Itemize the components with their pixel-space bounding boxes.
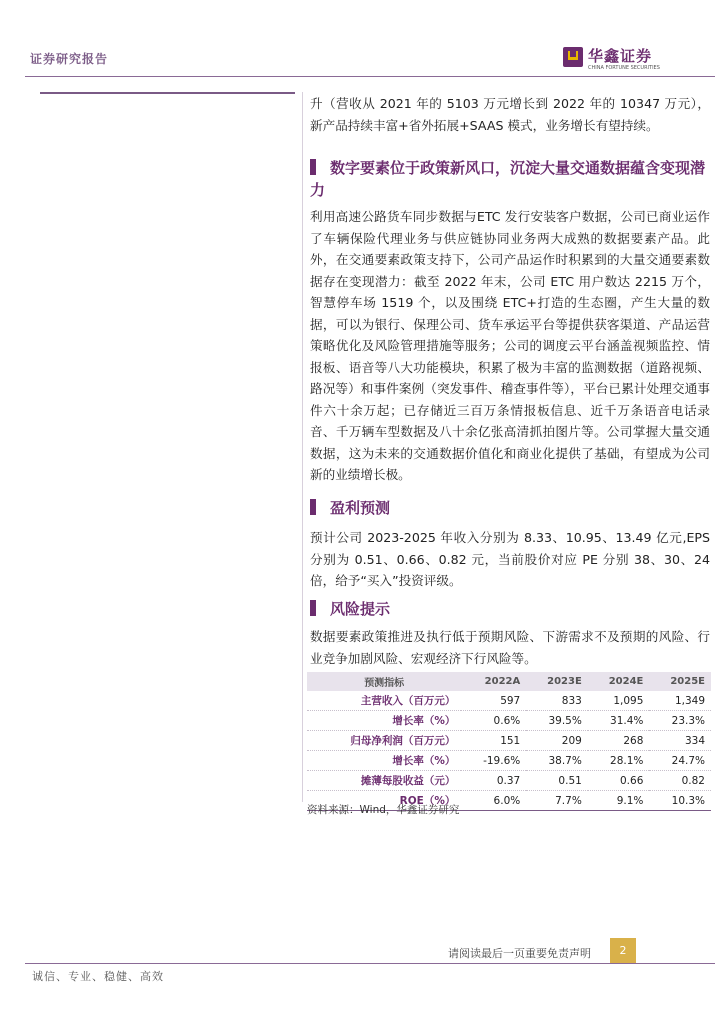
- row-label: 归母净利润（百万元）: [307, 731, 461, 751]
- section-heading: [310, 157, 710, 201]
- table-cell: 1,349: [649, 691, 711, 711]
- table-cell: 0.6%: [461, 711, 526, 731]
- section-paragraph: 预计公司 2023-2025 年收入分别为 8.33、10.95、13.49 亿元,EPS 分别为 0.51、0.66、0.82 元，当前股价对应 PE 分别 38、30、24 倍，给予“买入”投资评级。: [310, 530, 710, 588]
- section-title: 风险提示: [330, 600, 391, 618]
- table-row: [307, 691, 711, 711]
- table-header-cell: 2023E: [526, 672, 588, 691]
- table-cell: 23.3%: [649, 711, 711, 731]
- footer-motto: 诚信、专业、稳健、高效: [32, 970, 164, 983]
- table-cell: 0.37: [461, 771, 526, 791]
- section-title: 盈利预测: [330, 499, 391, 517]
- row-label: 主营收入（百万元）: [307, 691, 461, 711]
- column-divider: [302, 92, 303, 802]
- section-heading: [310, 598, 710, 620]
- table-cell: 24.7%: [649, 751, 711, 771]
- table-header-cell: 2025E: [649, 672, 711, 691]
- table-cell: 28.1%: [588, 751, 650, 771]
- table-row: [307, 711, 711, 731]
- table-row: [307, 731, 711, 751]
- table-cell: 10.3%: [649, 791, 711, 811]
- heading-bar-icon: [310, 600, 316, 616]
- table-row: [307, 751, 711, 771]
- logo-icon: [563, 47, 583, 67]
- table-header-cell: 2022A: [461, 672, 526, 691]
- section-paragraph: 利用高速公路货车同步数据与ETC 发行安装客户数据，公司已商业运作了车辆保险代理业务与供应链协同业务两大成熟的数据要素产品。此外，在交通要素政策支持下，公司产品运作时积累到的大量交通要素数据存在变现潜力：截至 2022 年末，公司 ETC 用户数达 2215 万个，智慧停车场 1519 个，以及围绕 ETC+打造的生态圈，产生大量的数据，可以为银行、保理公司、货车承运平台等提供获客渠道、产品运营策略优化及风险管理措施等服务；公司的调度云平台涵盖视频监控、情报板、语音等八大功能模块，积累了极为丰富的监测数据（道路视频、路况等）和事件案例（突发事件、稽查事件等），平台已累计处理交通事件六十余万起；已存储近三百万条情报板信息、近千万条语音电话录音、千万辆车型数据及八十余亿张高清抓拍图片等。公司掌握大量交通数据，这为未来的交通数据价值化和商业化提供了基础，有望成为公司新的业绩增长极。: [310, 209, 710, 482]
- heading-bar-icon: [310, 159, 316, 175]
- table-cell: 0.51: [526, 771, 588, 791]
- table-cell: -19.6%: [461, 751, 526, 771]
- logo-name-en: CHINA FORTUNE SECURITIES: [588, 65, 660, 71]
- heading-bar-icon: [310, 499, 316, 515]
- table-cell: 1,095: [588, 691, 650, 711]
- table-cell: 0.66: [588, 771, 650, 791]
- row-label: 摊薄每股收益（元）: [307, 771, 461, 791]
- table-cell: 31.4%: [588, 711, 650, 731]
- table-cell: 268: [588, 731, 650, 751]
- table-cell: 9.1%: [588, 791, 650, 811]
- sidebar-divider: [40, 92, 295, 94]
- section-title: 数字要素位于政策新风口，沉淀大量交通数据蕴含变现潜力: [310, 159, 706, 199]
- header-divider: [25, 76, 715, 77]
- intro-paragraph: 升（营收从 2021 年的 5103 万元增长到 2022 年的 10347 万元），新产品持续丰富+省外拓展+SAAS 模式，业务增长有望持续。: [310, 96, 710, 133]
- table-cell: 833: [526, 691, 588, 711]
- table-cell: 7.7%: [526, 791, 588, 811]
- table-cell: 39.5%: [526, 711, 588, 731]
- report-type-label: 证券研究报告: [30, 52, 109, 66]
- table-cell: 334: [649, 731, 711, 751]
- row-label: ROE（%）: [307, 791, 461, 811]
- table-source-note: 资料来源：Wind，华鑫证券研究: [307, 804, 460, 816]
- page-number: 2: [610, 938, 636, 964]
- section-heading: [310, 497, 710, 519]
- company-logo: [563, 45, 683, 75]
- row-label: 增长率（%）: [307, 711, 461, 731]
- table-cell: 209: [526, 731, 588, 751]
- table-cell: 151: [461, 731, 526, 751]
- table-row: [307, 771, 711, 791]
- section-paragraph: 数据要素政策推进及执行低于预期风险、下游需求不及预期的风险、行业竞争加剧风险、宏观经济下行风险等。: [310, 629, 710, 666]
- footer-divider: [25, 963, 715, 964]
- table-cell: 38.7%: [526, 751, 588, 771]
- table-cell: 0.82: [649, 771, 711, 791]
- table-header-cell: 预测指标: [307, 672, 461, 691]
- forecast-table: [307, 672, 711, 811]
- table-cell: 597: [461, 691, 526, 711]
- logo-name-cn: 华鑫证券: [588, 47, 653, 65]
- table-header-cell: 2024E: [588, 672, 650, 691]
- table-header-row: [307, 672, 711, 691]
- row-label: 增长率（%）: [307, 751, 461, 771]
- disclaimer-notice: 请阅读最后一页重要免责声明: [448, 947, 591, 960]
- table-cell: 6.0%: [461, 791, 526, 811]
